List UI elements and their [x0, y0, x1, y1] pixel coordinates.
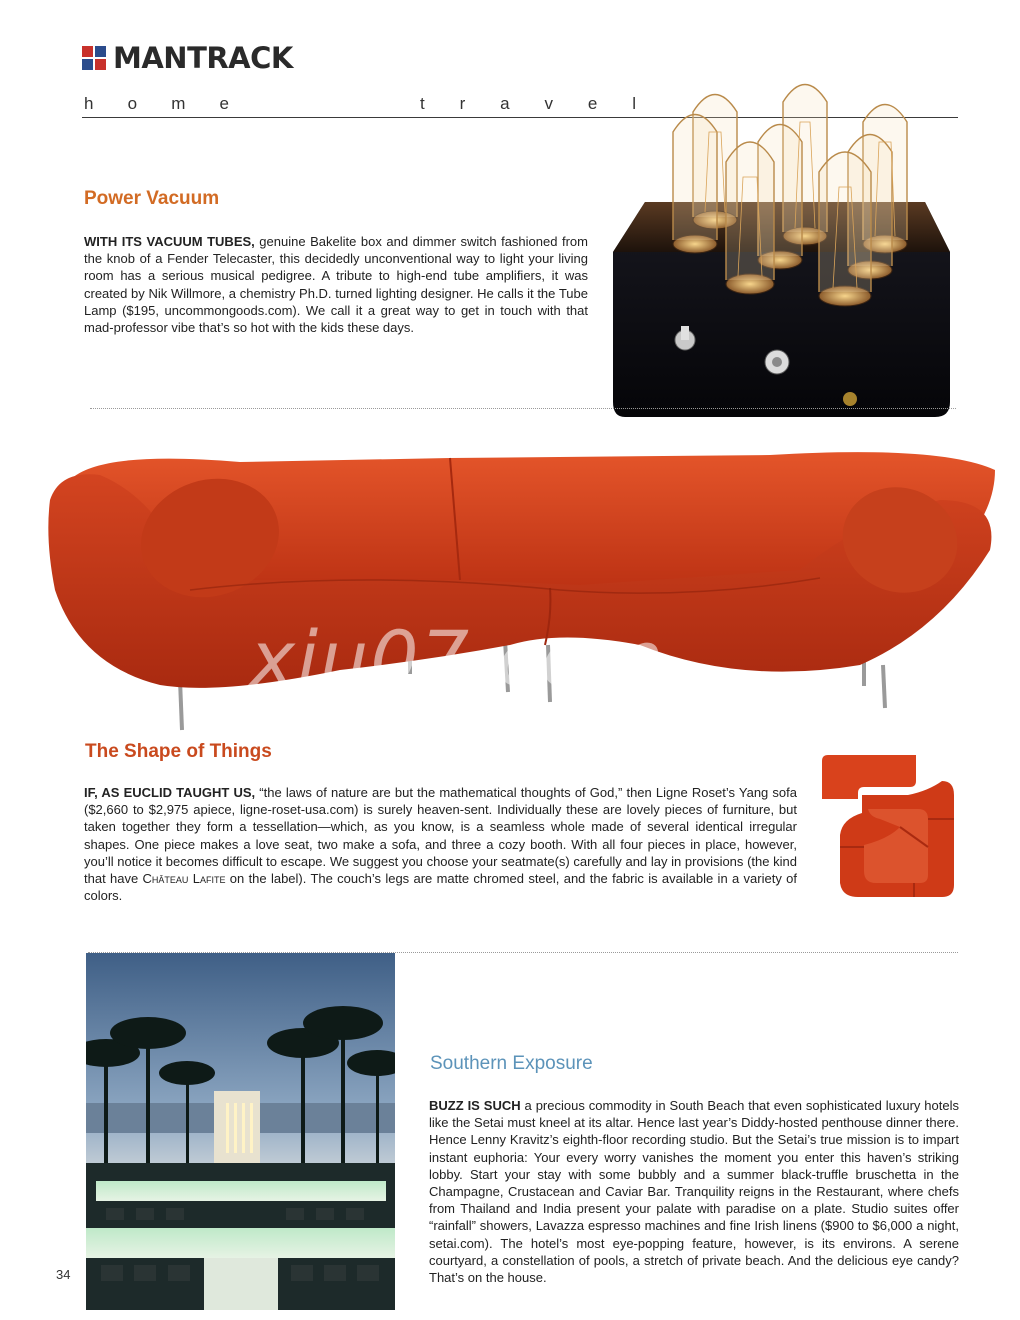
masthead [82, 42, 293, 74]
section-travel: t r a v e l [420, 94, 636, 113]
page-number: 34 [56, 1267, 71, 1282]
section-divider [90, 408, 956, 409]
power-vacuum-lead: WITH ITS VACUUM TUBES, [84, 234, 255, 249]
shape-of-things-title: The Shape of Things [85, 741, 272, 762]
chateau-lafite-smallcaps: Château Lafite [142, 871, 226, 887]
shape-of-things-body: IF, AS EUCLID TAUGHT US, “the laws of nature are but the mathematical thoughts of God,” then Ligne Roset’s Yang sofa ($2,660 to $2,975 apiece, ligne-roset-usa.com) is surely heaven-sent. Individually these are lovely pieces of furniture, but taken together they form a tessellation—which, as you know, is a seamless whole made of several identical irregular shapes. One piece makes a love seat, two make a sofa, and three a cozy booth. With all four pieces in place, however, you’ll notice it becomes difficult to escape. We suggest you choose your seatmate(s) carefully and lay in provisions (the kind that have Château Lafite on the label). The couch’s legs are matte chromed steel, and the fabric is available in a variety of colors. [84, 785, 798, 904]
shape-of-things-lead: IF, AS EUCLID TAUGHT US, [84, 785, 256, 800]
southern-exposure-lead: BUZZ IS SUCH [429, 1098, 521, 1113]
power-vacuum-body [84, 233, 588, 336]
southern-exposure-body: BUZZ IS SUCH a precious commodity in South Beach that even sophisticated luxury hotels like the Setai must kneel at its altar. Hence last year’s Diddy-hosted penthouse dinner there. Hence Lenny Kravitz’s eighth-floor recording studio. But the Setai’s true mission is to impart instant euphoria: Your every worry vanishes the moment you enter this haven’s striking lobby. Start your stay with some bubbly and a summer black-truffle bruschetta in the Champagne, Crustacean and Caviar Bar. Tranquility reigns in the Restaurant, where chefs from Thailand and India present your palate with paradise on a plate. Studio suites offer “rainfall” showers, Lavazza espresso machines and fine Irish linens ($900 to $6,000 a night, setai.com). The hotel’s most eye-popping feature, however, is its environs. A serene courtyard, a constellation of pools, a stretch of private beach. And the delicious eye candy? That’s on the house. [429, 1098, 960, 1286]
logo-text: MANTRACK [113, 41, 293, 75]
watermark: xiu07.com [250, 614, 666, 703]
tube-lamp-photo [605, 72, 960, 420]
power-vacuum-text: genuine Bakelite box and dimmer switch fashioned from the knob of a Fender Telecaster, this decidedly unconventional way to light your living room has a serious musical pedigree. A tribute to high-end tube amplifiers, it was created by Nik Willmore, a chemistry Ph.D. turned lighting designer. He calls it the Tube Lamp ($195, uncommongoods.com). We call it a great way to get in touch with that mad-professor vibe that’s so hot with the kids these days. [84, 234, 588, 336]
sofa-tessellation-diagram [818, 747, 958, 901]
southern-exposure-title: Southern Exposure [430, 1053, 593, 1074]
logo-squares-icon [82, 46, 106, 70]
section-home: h o m e [84, 94, 229, 113]
setai-hotel-photo [86, 953, 395, 1310]
power-vacuum-title: Power Vacuum [84, 188, 220, 209]
